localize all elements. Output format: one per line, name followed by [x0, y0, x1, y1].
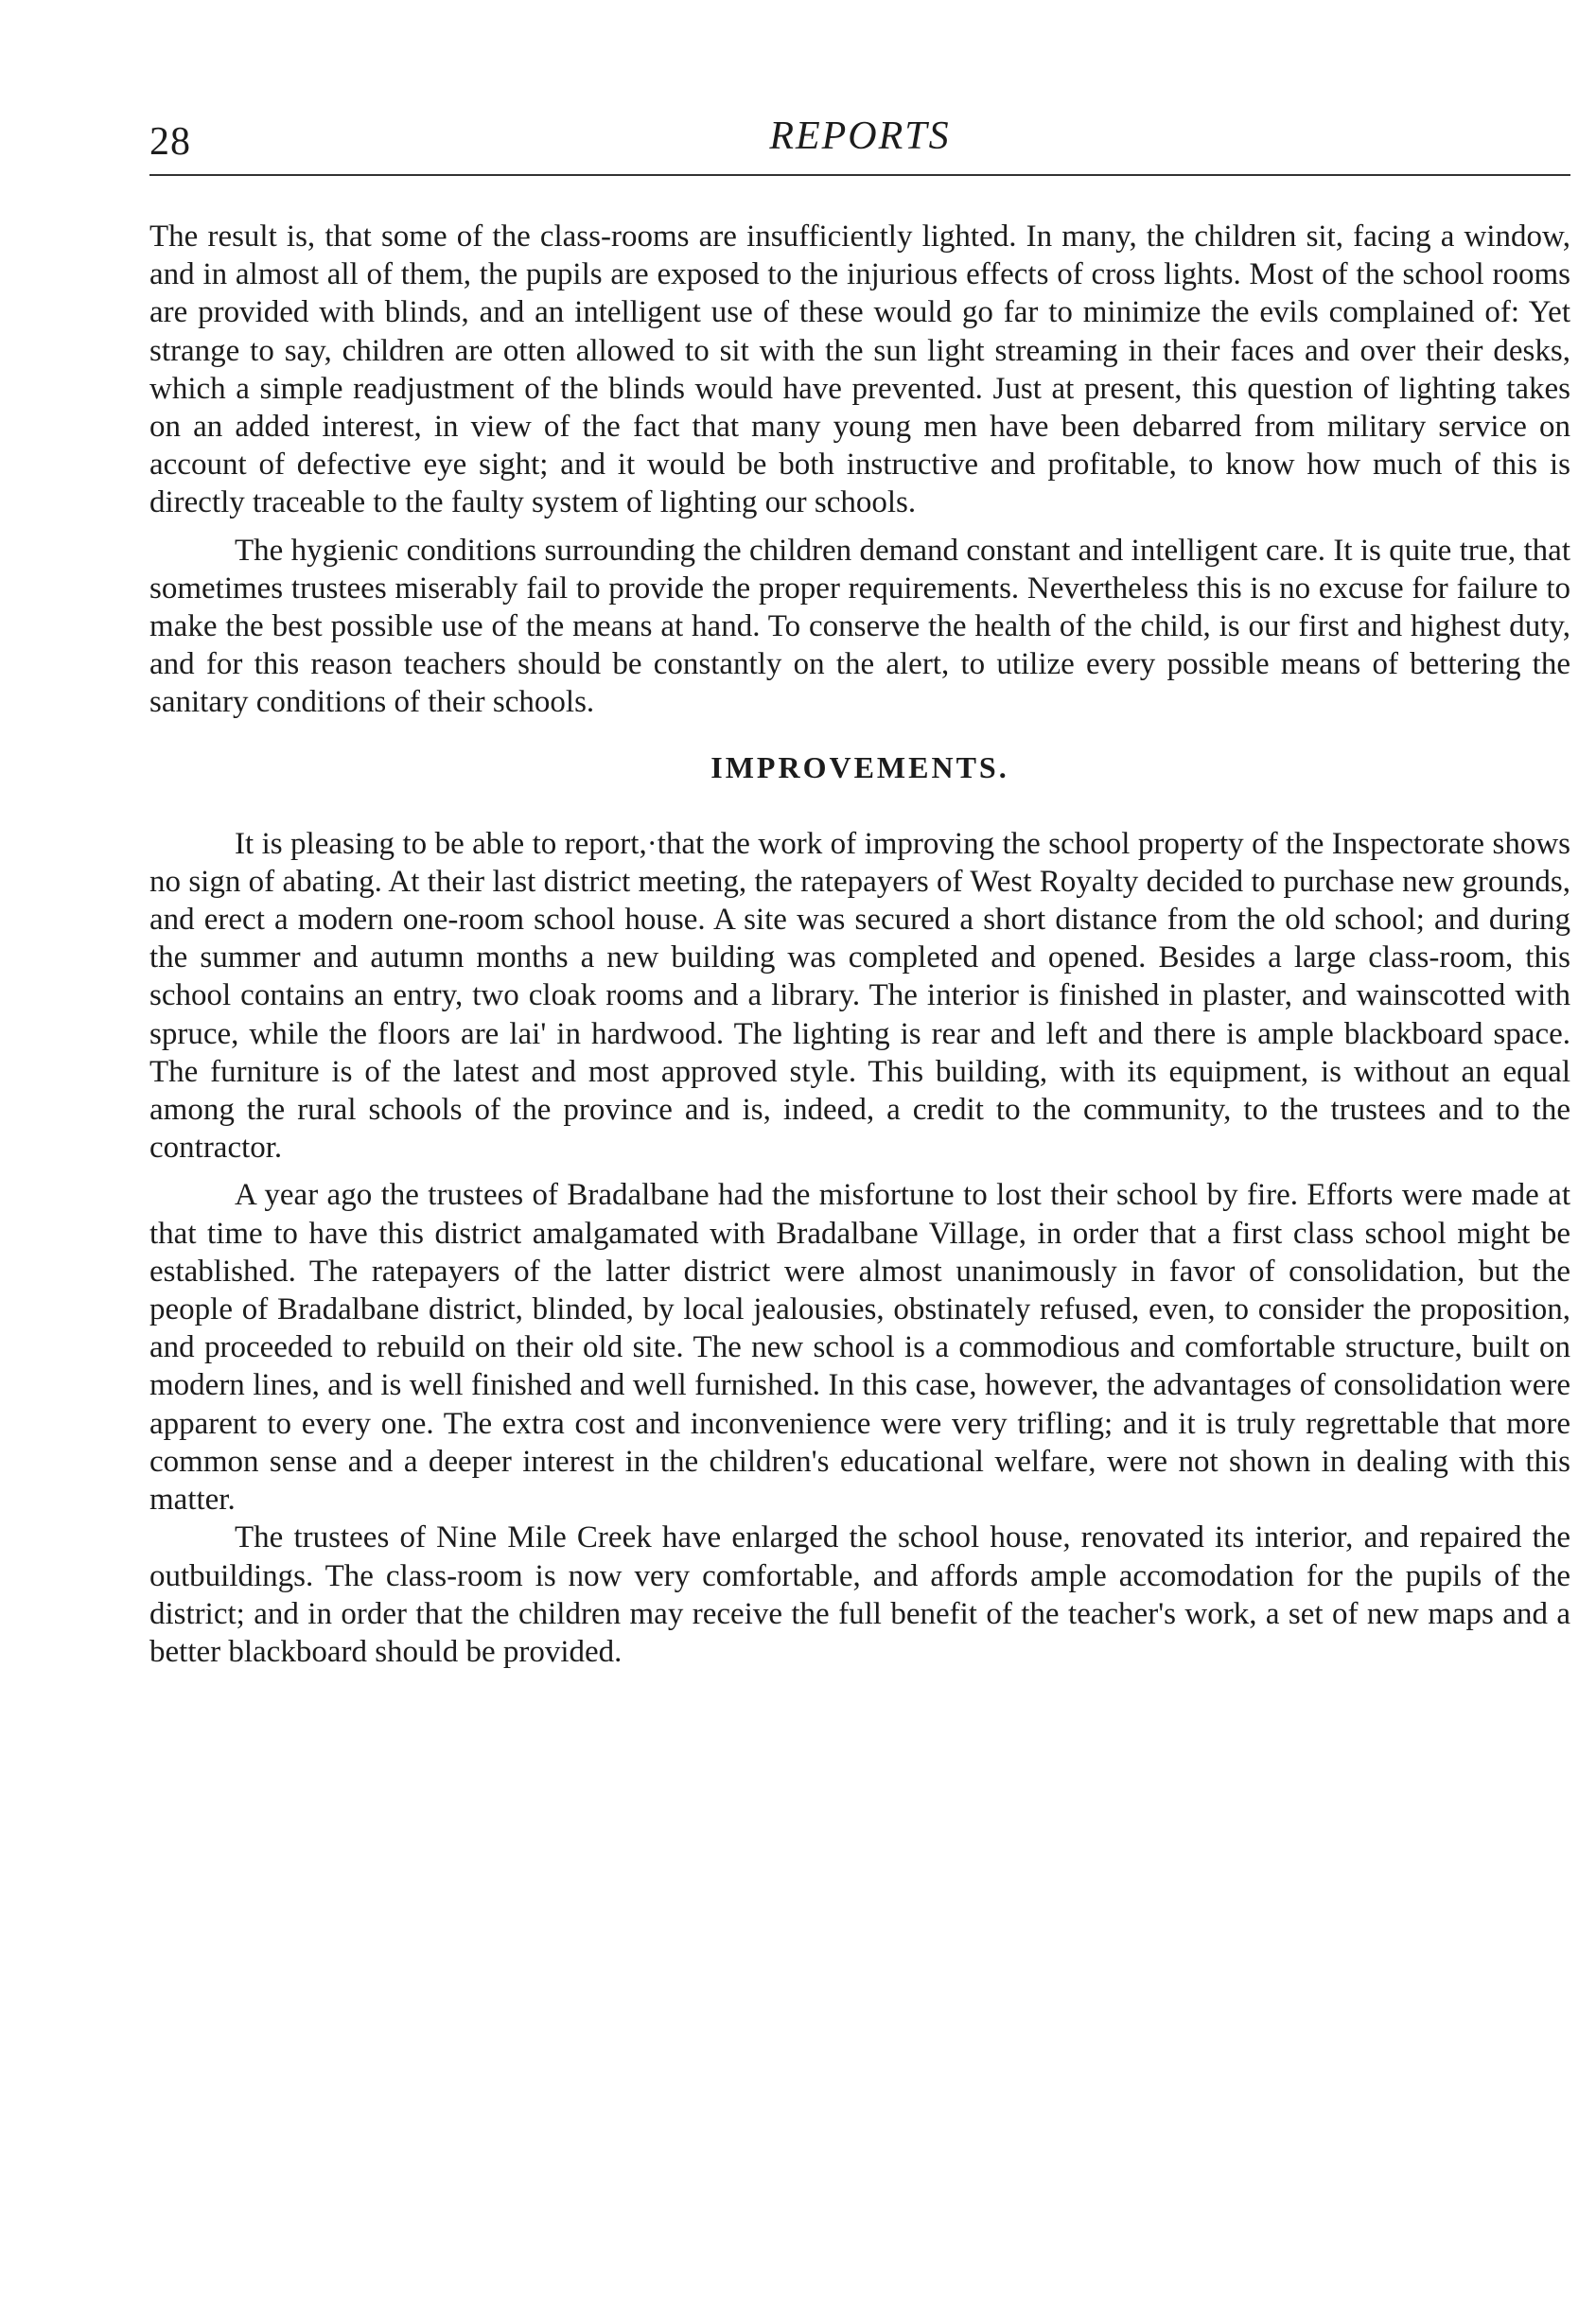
paragraph-west-royalty: It is pleasing to be able to report,·that the work of improving the school property of the Inspectorate shows no sign of abating. At their last district meeting, the ratepayers of West Royalty decided to purchase new grounds, and erect a modern one-room school house. A site was secured a short distance from the old school; and during the summer and autumn months a new building was completed and opened. Besides a large class-room, this school contains an entry, two cloak rooms and a library. The interior is finished in plaster, and wainscotted with spruce, while the floors are lai' in hardwood. The lighting is rear and left and there is ample blackboard space. The furniture is of the latest and most approved style. This building, with its equipment, is without an equal among the rural schools of the province and is, indeed, a credit to the community, to the trustees and to the contractor. — [149, 826, 1570, 1166]
running-title: REPORTS — [769, 114, 951, 158]
running-header — [149, 106, 1570, 172]
page-number: 28 — [149, 120, 191, 164]
section-heading: IMPROVEMENTS. — [710, 749, 1009, 784]
header-rule — [149, 174, 1570, 176]
paragraph-hygiene: The hygienic conditions surrounding the children demand constant and intelligent care. It is quite true, that sometimes trustees miserably fail to provide the proper requirements. Nevertheless this is no excuse for failure to make the best possible use of the means at hand. To conserve the health of the child, is our first and highest duty, and for this reason teachers should be constantly on the alert, to utilize every possible means of bettering the sanitary conditions of their schools. — [149, 533, 1570, 720]
paragraph-bradalbane: A year ago the trustees of Bradalbane had the misfortune to lost their school by fire. Efforts were made at that time to have this district amalgamated with Bradalbane Village, in order that a first class school might be established. The ratepayers of the latter district were almost unanimously in favor of consolidation, but the people of Bradalbane district, blinded, by local jealousies, obstinately refused, even, to consider the proposition, and proceeded to rebuild on their old site. The new school is a commodious and comfortable structure, built on modern lines, and is well finished and well furnished. In this case, however, the advantages of consolidation were apparent to every one. The extra cost and inconvenience were very trifling; and it is truly regrettable that more common sense and a deeper interest in the children's educational welfare, were not shown in dealing with this matter. — [149, 1178, 1570, 1518]
paragraph-nine-mile-creek: The trustees of Nine Mile Creek have enlarged the school house, renovated its interior, and repaired the outbuildings. The class-room is now very comfortable, and affords ample accomodation for the pupils of the district; and in order that the children may receive the full benefit of the teacher's work, a set of new maps and a better blackboard should be provided. — [149, 1520, 1570, 1669]
paragraph-lighting: The result is, that some of the class-rooms are insufficiently lighted. In many, the children sit, facing a window, and in almost all of them, the pupils are exposed to the injurious effects of cross lights. Most of the school rooms are provided with blinds, and an intelligent use of these would go far to minimize the evils complained of: Yet strange to say, children are otten allowed to sit with the sun light streaming in their faces and over their desks, which a simple readjustment of the blinds would have prevented. Just at present, this question of lighting takes on an added interest, in view of the fact that many young men have been debarred from military service on account of defective eye sight; and it would be both instructive and profitable, to know how much of this is directly traceable to the faulty system of lighting our schools. — [149, 220, 1570, 520]
body-text — [149, 218, 1570, 1671]
document-page — [149, 106, 1570, 2282]
